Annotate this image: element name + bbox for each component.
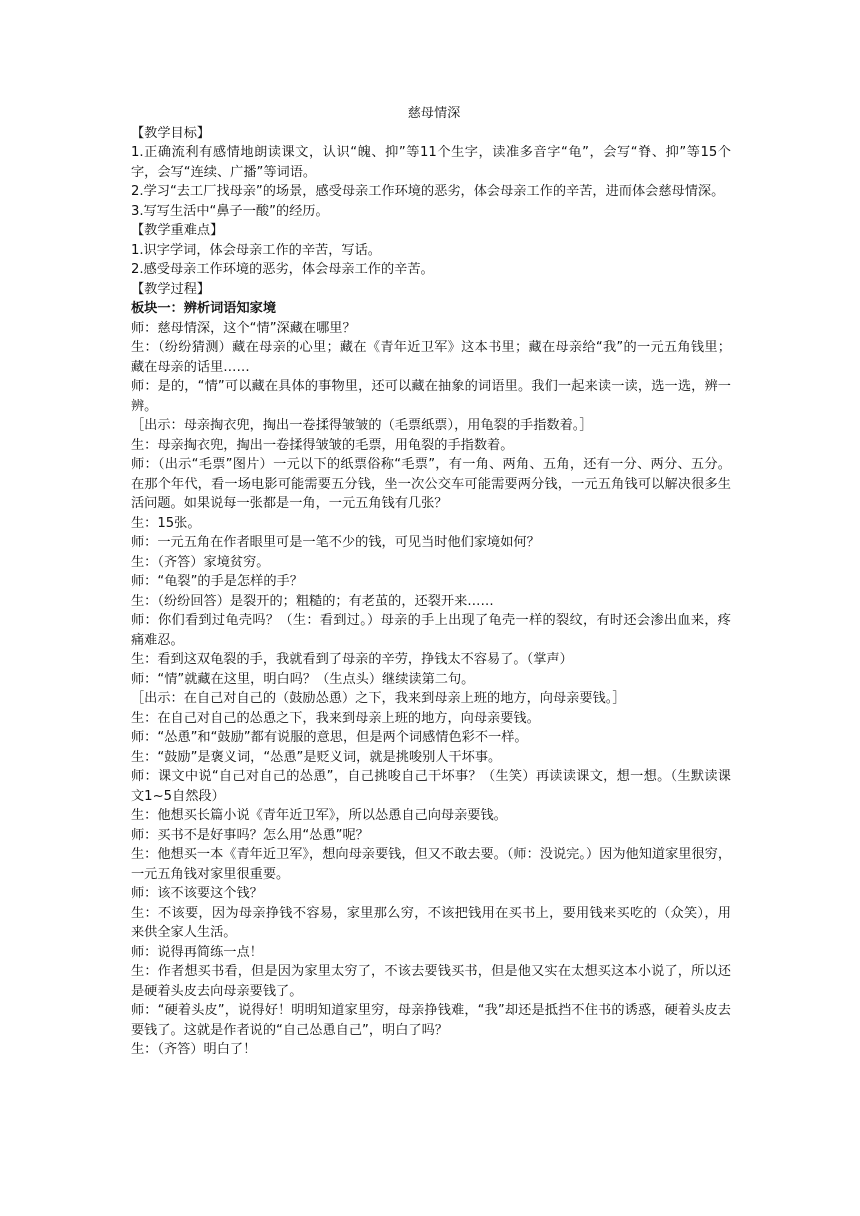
paragraph: 2.感受母亲工作环境的恶劣，体会母亲工作的辛苦。: [131, 262, 434, 277]
paragraph: 板块一：辨析词语知家境: [131, 301, 277, 316]
paragraph: 师：“龟裂”的手是怎样的手？: [131, 574, 303, 589]
paragraph: 1.识字学词，体会母亲工作的辛苦，写话。: [131, 242, 381, 258]
paragraph: ［出示：在自己对自己的（鼓励怂恿）之下，我来到母亲上班的地方，向母亲要钱。］: [131, 691, 626, 706]
paragraph: 【教学重难点】: [131, 223, 224, 238]
document-page: [131, 104, 731, 1060]
paragraph: 师：一元五角在作者眼里可是一笔不少的钱，可见当时他们家境如何？: [131, 535, 540, 550]
paragraph: 师：你们看到过龟壳吗？（生：看到过。）母亲的手上出现了龟壳一样的裂纹，有时还会渗出血来，疼痛难忍。: [131, 613, 731, 648]
paragraph: 【教学过程】: [131, 281, 211, 297]
paragraph: 生：他想买一本《青年近卫军》，想向母亲要钱，但又不敢去要。（师：没说完。）因为他知道家里很穷，一元五角钱对家里很重要。: [131, 847, 732, 882]
paragraph: 生：他想买长篇小说《青年近卫军》，所以怂恿自己向母亲要钱。: [131, 808, 507, 823]
paragraph: 2.学习“去工厂找母亲”的场景，感受母亲工作环境的恶劣，体会母亲工作的辛苦，进而体会慈母情深。: [131, 184, 725, 199]
paragraph: 生：“鼓励”是褒义词，“怂恿”是贬义词，就是挑唆别人干坏事。: [131, 749, 502, 765]
document-title: 慈母情深: [407, 106, 461, 121]
paragraph: 师：“怂恿”和“鼓励”都有说服的意思，但是两个词感情色彩不一样。: [131, 730, 528, 745]
paragraph: 生：（齐答）明白了！: [131, 1042, 257, 1057]
paragraph: 生：看到这双龟裂的手，我就看到了母亲的辛劳，挣钱太不容易了。（掌声）: [131, 652, 573, 667]
paragraph: 生：（纷纷回答）是裂开的；粗糙的；有老茧的，还裂开来……: [131, 593, 494, 609]
paragraph: 师：“硬着头皮”，说得好！明明知道家里穷，母亲挣钱难，“我”却还是抵挡不住书的诱惑，硬着头皮去要钱了。这就是作者说的“自己怂恿自己”，明白了吗？: [131, 1003, 731, 1038]
paragraph: 1.正确流利有感情地朗读课文，认识“魄、抑”等11个生字，读准多音字“龟”，会写“脊、抑”等15个字，会写“连续、广播”等词语。: [131, 145, 731, 180]
paragraph: 师：买书不是好事吗？怎么用“怂恿”呢？: [131, 827, 369, 843]
paragraph: 生：15张。: [131, 515, 201, 531]
paragraph: 师：（出示“毛票”图片）一元以下的纸票俗称“毛票”，有一角、两角、五角，还有一分、两分、五分。在那个年代，看一场电影可能需要五分钱，坐一次公交车可能需要两分钱，一元五角钱可以解决很多生活问题。如果说每一张都是一角，一元五角钱有几张？: [131, 457, 731, 511]
paragraph: 师：慈母情深，这个“情”深藏在哪里？: [131, 320, 356, 336]
paragraph: 生：（齐答）家境贫穷。: [131, 554, 270, 570]
paragraph: 【教学目标】: [131, 125, 211, 141]
paragraph: 师：课文中说“自己对自己的怂恿”，自己挑唆自己干坏事？（生笑）再读读课文，想一想。（生默读课文1~5自然段）: [131, 769, 731, 804]
paragraph: 生：母亲掏衣兜，掏出一卷揉得皱皱的毛票，用龟裂的手指数着。: [131, 437, 514, 453]
paragraph: ［出示：母亲掏衣兜，掏出一卷揉得皱皱的（毛票纸票），用龟裂的手指数着。］: [131, 418, 593, 433]
paragraph: 师：说得再简练一点！: [131, 944, 263, 960]
paragraph: 师：是的，“情”可以藏在具体的事物里，还可以藏在抽象的词语里。我们一起来读一读，选一选，辨一辨。: [131, 379, 731, 414]
paragraph: 生：作者想买书看，但是因为家里太穷了，不该去要钱买书，但是他又实在太想买这本小说了，所以还是硬着头皮去向母亲要钱了。: [131, 964, 731, 999]
paragraph: 生：（纷纷猜测）藏在母亲的心里；藏在《青年近卫军》这本书里；藏在母亲给“我”的一元五角钱里；藏在母亲的话里……: [131, 340, 731, 375]
paragraph: 师：“情”就藏在这里，明白吗？（生点头）继续读第二句。: [131, 671, 475, 687]
paragraph: 师：该不该要这个钱？: [131, 886, 263, 901]
document-body: [131, 124, 731, 1060]
paragraph: 生：在自己对自己的怂恿之下，我来到母亲上班的地方，向母亲要钱。: [131, 710, 540, 726]
paragraph: 生：不该要，因为母亲挣钱不容易，家里那么穷，不该把钱用在买书上，要用钱来买吃的（众笑），用来供全家人生活。: [131, 905, 731, 940]
paragraph: 3.写写生活中“鼻子一酸”的经历。: [131, 203, 329, 219]
